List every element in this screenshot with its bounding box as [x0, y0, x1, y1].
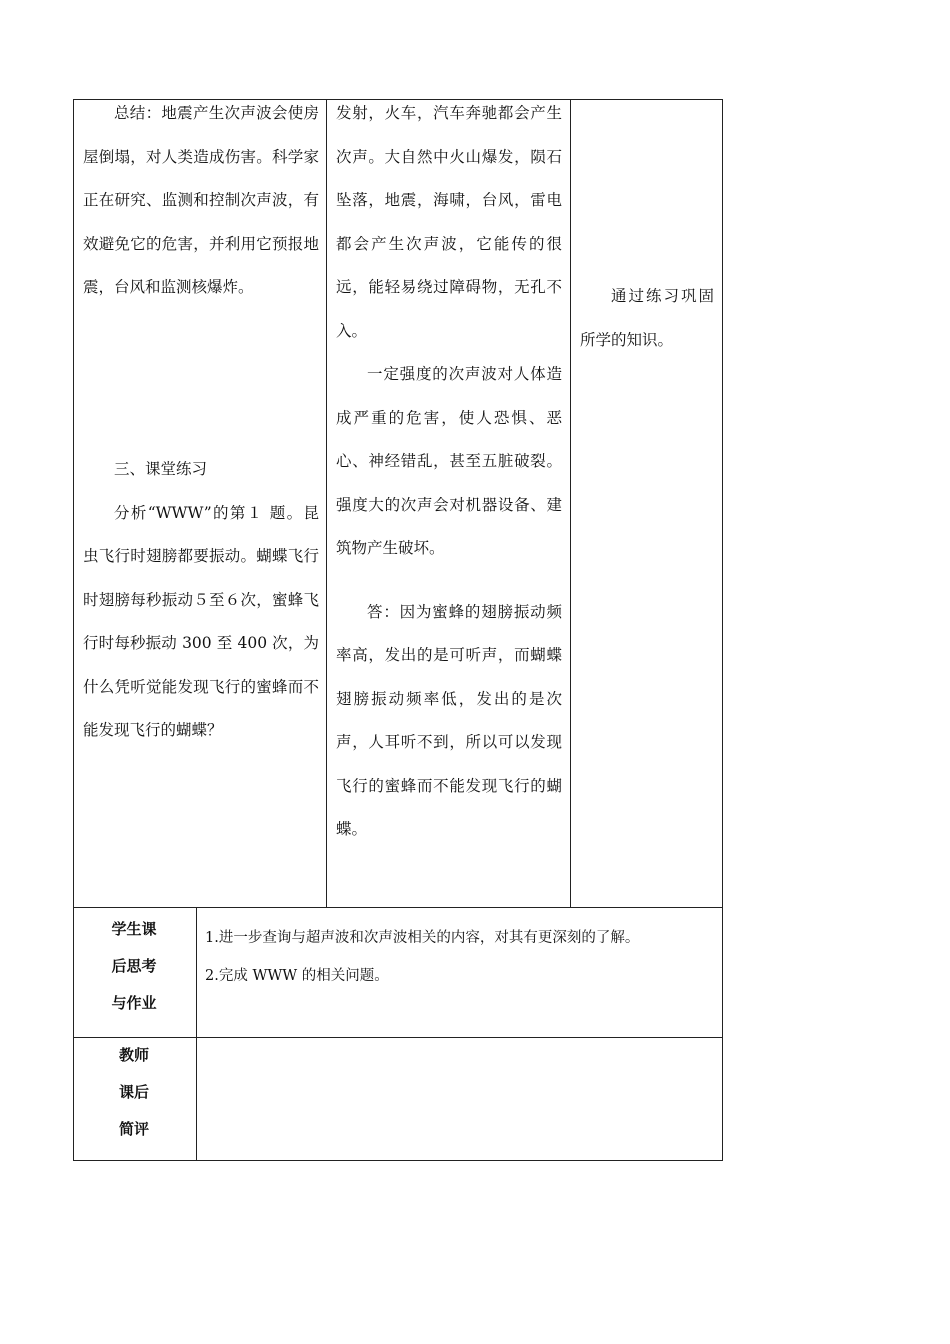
column-divider-2 [570, 99, 571, 907]
homework-item: 1.进一步查询与超声波和次声波相关的内容，对其有更深刻的了解。 [205, 930, 640, 946]
label-column-divider [196, 907, 197, 1161]
infrasound-harm-paragraph: 一定强度的次声波对人体造成严重的危害，使人恐惧、恶心、神经错乱，甚至五脏破裂。强度大的次声会对机器设备、建筑物产生破坏。 [336, 365, 562, 557]
section-heading: 三、课堂练习 [114, 460, 208, 478]
homework-item: 2.完成 WWW 的相关问题。 [205, 968, 389, 984]
homework-label-line: 与作业 [111, 994, 157, 1012]
teacher-activity-summary-cell [83, 92, 319, 310]
exercise-paragraph: 分析“WWW”的第１ 题。昆虫飞行时翅膀都要振动。蝴蝶飞行时翅膀每秒振动５至６次，蜜蜂飞行时每秒振动 300 至 400 次，为什么凭听觉能发现飞行的蜜蜂而不能发现飞行的蝴蝶？ [83, 503, 319, 739]
infrasound-sources-paragraph: 发射，火车，汽车奔驰都会产生次声。大自然中火山爆发，陨石坠落，地震，海啸，台风，雷电都会产生次声波，它能传的很远，能轻易绕过障碍物，无孔不入。 [336, 104, 562, 340]
table-bottom-border [73, 1160, 723, 1161]
review-label-line: 教师 [118, 1046, 149, 1064]
teacher-activity-exercise-cell [83, 448, 319, 753]
design-intent-cell [580, 275, 714, 362]
summary-paragraph: 总结：地震产生次声波会使房屋倒塌，对人类造成伤害。科学家正在研究、监测和控制次声波，有效避免它的危害，并利用它预报地震，台风和监测核爆炸。 [83, 104, 319, 296]
teacher-review-content [205, 1045, 715, 1150]
table-right-border [722, 99, 723, 1161]
review-label-line: 简评 [118, 1120, 149, 1138]
table-row-divider-1 [73, 907, 723, 908]
answer-paragraph: 答：因为蜜蜂的翅膀振动频率高，发出的是可听声，而蝴蝶翅膀振动频率低，发出的是次声，人耳听不到，所以可以发现飞行的蜜蜂而不能发现飞行的蝴蝶。 [336, 602, 562, 838]
teacher-review-row-label [74, 1037, 194, 1148]
design-intent-text: 通过练习巩固所学的知识。 [580, 287, 714, 349]
homework-content [205, 919, 720, 995]
column-divider-1 [326, 99, 327, 907]
homework-row-label [74, 911, 194, 1022]
student-activity-cell [336, 92, 562, 852]
homework-label-line: 学生课 [111, 920, 157, 938]
review-label-line: 课后 [118, 1083, 149, 1101]
homework-label-line: 后思考 [111, 957, 157, 975]
